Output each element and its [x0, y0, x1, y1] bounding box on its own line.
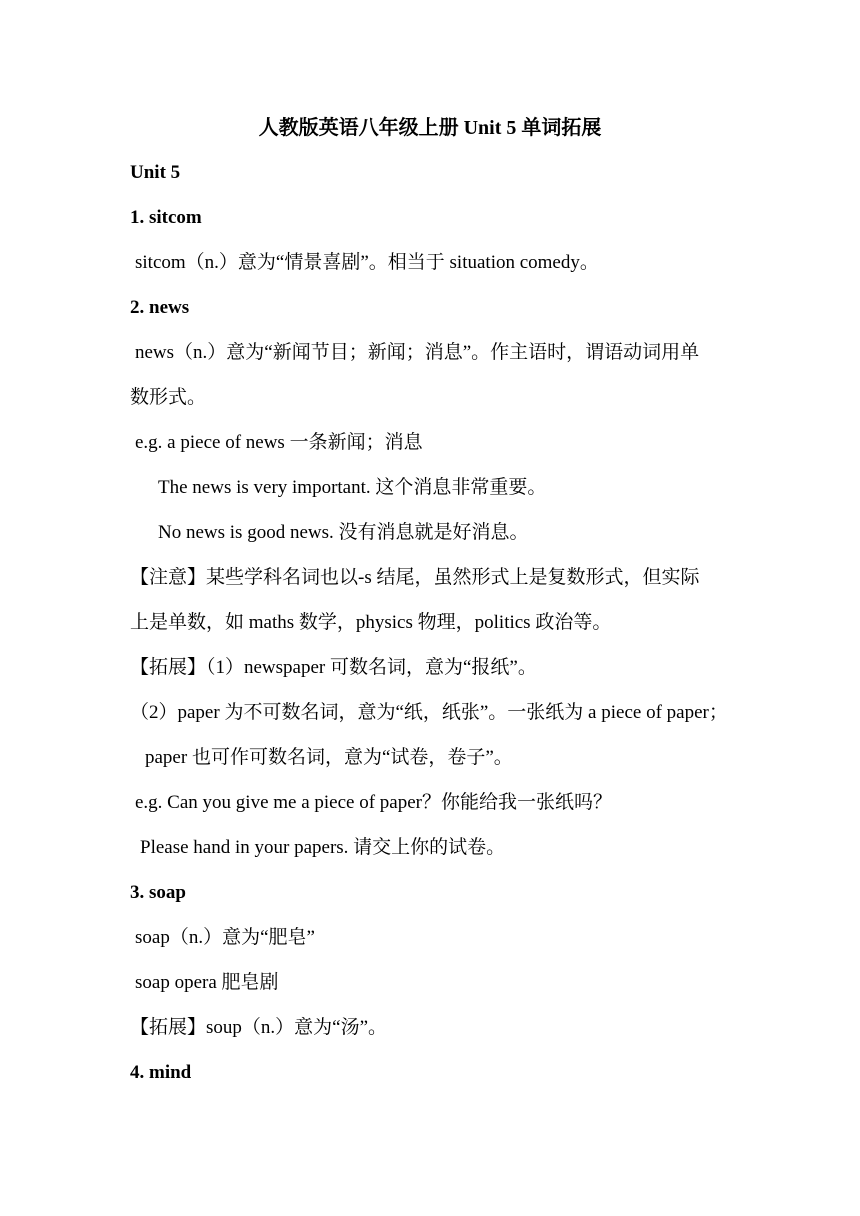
- news-note-line1: 【注意】某些学科名词也以-s 结尾，虽然形式上是复数形式，但实际: [130, 567, 700, 588]
- news-example-3: No news is good news. 没有消息就是好消息。: [158, 522, 529, 543]
- unit-heading: Unit 5: [130, 162, 181, 183]
- news-example-1: e.g. a piece of news 一条新闻；消息: [135, 432, 423, 453]
- soap-definition: soap（n.）意为“肥皂”: [135, 927, 315, 948]
- section-heading-sitcom: 1. sitcom: [130, 207, 202, 228]
- section-heading-soap: 3. soap: [130, 882, 186, 903]
- news-example-5: Please hand in your papers. 请交上你的试卷。: [140, 837, 506, 858]
- news-extension-2-line1: （2）paper 为不可数名词，意为“纸，纸张”。一张纸为 a piece of paper；: [130, 702, 728, 723]
- news-extension-1: 【拓展】（1）newspaper 可数名词，意为“报纸”。: [130, 657, 537, 678]
- document-title: 人教版英语八年级上册 Unit 5 单词拓展: [258, 117, 602, 139]
- sitcom-definition: sitcom（n.）意为“情景喜剧”。相当于 situation comedy。: [135, 252, 599, 273]
- soap-phrase: soap opera 肥皂剧: [135, 972, 279, 993]
- news-definition-line1: news（n.）意为“新闻节目；新闻；消息”。作主语时，谓语动词用单: [135, 342, 700, 363]
- news-extension-2-line2: paper 也可作可数名词，意为“试卷，卷子”。: [145, 747, 513, 768]
- news-note-line2: 上是单数，如 maths 数学，physics 物理，politics 政治等。: [130, 612, 612, 633]
- news-definition-line2: 数形式。: [130, 387, 207, 408]
- soap-extension: 【拓展】soup（n.）意为“汤”。: [130, 1017, 388, 1038]
- news-example-2: The news is very important. 这个消息非常重要。: [158, 477, 547, 498]
- news-example-4: e.g. Can you give me a piece of paper？你能给我一张纸吗？: [135, 792, 612, 813]
- section-heading-news: 2. news: [130, 297, 190, 318]
- section-heading-mind: 4. mind: [130, 1062, 192, 1083]
